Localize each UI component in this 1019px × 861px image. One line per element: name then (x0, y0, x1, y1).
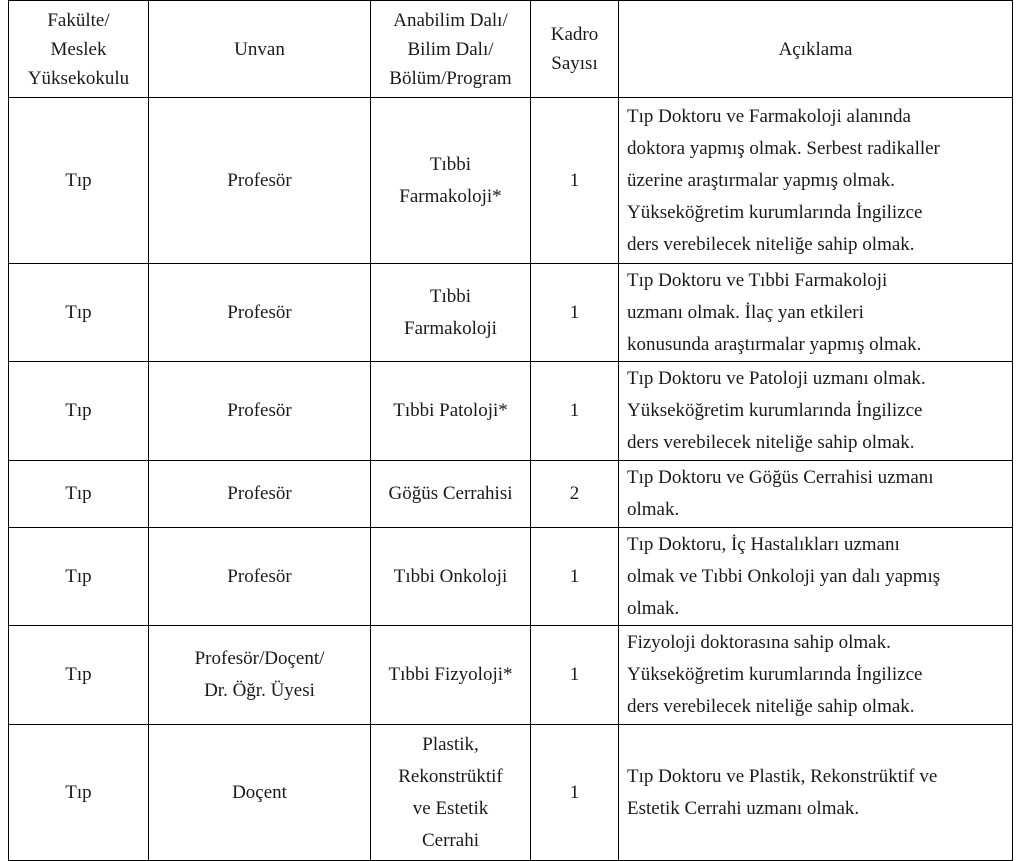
description-cell: Tıp Doktoru ve Farmakoloji alanında doktora yapmış olmak. Serbest radikaller üzerine araştırmalar yapmış olmak. Yükseköğretim kurumlarında İngilizce ders verebilecek niteliğe sahip olmak. (619, 98, 1013, 264)
description-cell: Tıp Doktoru ve Göğüs Cerrahisi uzmanı olmak. (619, 461, 1013, 528)
title-cell: Profesör (149, 264, 371, 362)
department-cell: Göğüs Cerrahisi (371, 461, 531, 528)
table-row (9, 461, 1013, 528)
header-description: Açıklama (619, 1, 1013, 98)
table-row (9, 528, 1013, 626)
description-cell: Tıp Doktoru, İç Hastalıkları uzmanı olmak ve Tıbbi Onkoloji yan dalı yapmış olmak. (619, 528, 1013, 626)
count-cell: 2 (531, 461, 619, 528)
header-title: Unvan (149, 1, 371, 98)
faculty-cell: Tıp (9, 528, 149, 626)
count-cell: 1 (531, 98, 619, 264)
description-cell: Tıp Doktoru ve Tıbbi Farmakoloji uzmanı olmak. İlaç yan etkileri konusunda araştırmalar yapmış olmak. (619, 264, 1013, 362)
count-cell: 1 (531, 264, 619, 362)
faculty-cell: Tıp (9, 725, 149, 861)
title-cell: Profesör (149, 362, 371, 461)
title-cell: Doçent (149, 725, 371, 861)
header-count: Kadro Sayısı (531, 1, 619, 98)
department-cell: Tıbbi Onkoloji (371, 528, 531, 626)
count-cell: 1 (531, 528, 619, 626)
department-cell: Tıbbi Fizyoloji* (371, 626, 531, 725)
title-cell: Profesör (149, 528, 371, 626)
table-row (9, 725, 1013, 861)
description-cell: Tıp Doktoru ve Patoloji uzmanı olmak. Yükseköğretim kurumlarında İngilizce ders verebilecek niteliğe sahip olmak. (619, 362, 1013, 461)
faculty-cell: Tıp (9, 626, 149, 725)
count-cell: 1 (531, 725, 619, 861)
department-cell: Tıbbi Farmakoloji* (371, 98, 531, 264)
description-cell: Tıp Doktoru ve Plastik, Rekonstrüktif ve Estetik Cerrahi uzmanı olmak. (619, 725, 1013, 861)
table-row (9, 98, 1013, 264)
table-row (9, 264, 1013, 362)
title-cell: Profesör/Doçent/ Dr. Öğr. Üyesi (149, 626, 371, 725)
count-cell: 1 (531, 362, 619, 461)
header-faculty: Fakülte/ Meslek Yüksekokulu (9, 1, 149, 98)
header-row (9, 1, 1013, 98)
faculty-cell: Tıp (9, 98, 149, 264)
title-cell: Profesör (149, 461, 371, 528)
table-row (9, 626, 1013, 725)
faculty-cell: Tıp (9, 362, 149, 461)
title-cell: Profesör (149, 98, 371, 264)
faculty-cell: Tıp (9, 264, 149, 362)
header-department: Anabilim Dalı/ Bilim Dalı/ Bölüm/Program (371, 1, 531, 98)
department-cell: Plastik, Rekonstrüktif ve Estetik Cerrahi (371, 725, 531, 861)
staff-positions-table (8, 0, 1013, 861)
table-row (9, 362, 1013, 461)
department-cell: Tıbbi Patoloji* (371, 362, 531, 461)
faculty-cell: Tıp (9, 461, 149, 528)
department-cell: Tıbbi Farmakoloji (371, 264, 531, 362)
count-cell: 1 (531, 626, 619, 725)
description-cell: Fizyoloji doktorasına sahip olmak. Yükseköğretim kurumlarında İngilizce ders verebilecek niteliğe sahip olmak. (619, 626, 1013, 725)
